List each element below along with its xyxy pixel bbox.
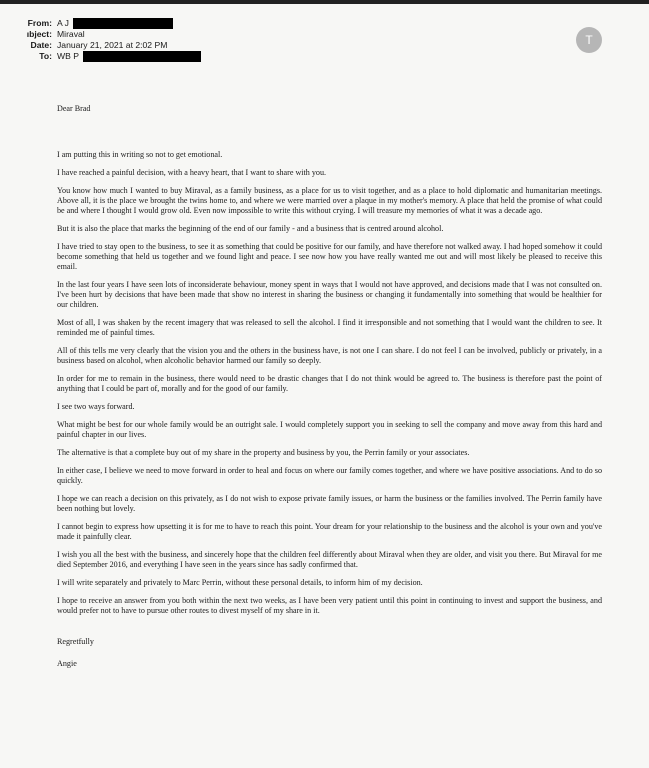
letter-paragraph: You know how much I wanted to buy Miraval, as a family business, as a place for us to visit together, and as a place to hold diplomatic and humanitarian meetings. Above all, it is the place we brought the twins home to, and where we were married over a plaque in my mother's memory. A place that held the promise of what could be and where I thought I would grow old. Even now impossible to write this without crying. I will treasure my memories of what it was a decade ago. <box>57 186 602 215</box>
date-value: January 21, 2021 at 2:02 PM <box>57 40 168 50</box>
letter-paragraph: In order for me to remain in the business, there would need to be drastic changes that I do not think would be agreed to. The business is therefore past the point of anything that I could be part of, morally and for the good of our family. <box>57 374 602 393</box>
letter-paragraph: All of this tells me very clearly that the vision you and the others in the business have, is not one I can share. I do not feel I can be involved, publicly or privately, in a business based on alcohol, when alcoholic behavior harmed our family so deeply. <box>57 346 602 365</box>
letter-paragraph: I see two ways forward. <box>57 402 135 411</box>
letter-paragraph: Most of all, I was shaken by the recent imagery that was released to sell the alcohol. I find it irresponsible and not something that I would want the children to see. It reminded me of painful times. <box>57 318 602 337</box>
to-label: To: <box>39 51 52 61</box>
letter-paragraph: I have tried to stay open to the business, to see it as something that could be positive for our family, and have therefore not walked away. I had hoped somehow it could become something that held us together and we found light and peace. I see now how you have really wanted me out and will most likely be pleased to receive this email. <box>57 242 602 271</box>
avatar-initial: T <box>585 33 593 47</box>
from-value: A J <box>57 18 69 28</box>
from-label: From: <box>27 18 52 28</box>
letter-body <box>57 104 602 669</box>
top-border <box>0 0 649 4</box>
letter-paragraph: I will write separately and privately to Marc Perrin, without these personal details, to inform him of my decision. <box>57 578 423 587</box>
closing: Regretfully <box>57 637 94 646</box>
letter-paragraph: I hope we can reach a decision on this privately, as I do not wish to expose private family issues, or harm the business or the families involved. The Perrin family have been nothing but lovely. <box>57 494 602 513</box>
subject-label: ıbject: <box>26 29 52 39</box>
redaction-bar <box>83 51 201 62</box>
letter-paragraph: I wish you all the best with the business, and sincerely hope that the children feel differently about Miraval when they are older, and visit you there. But Miraval for me died September 2016, and everything I have seen in the years since has sadly confirmed that. <box>57 550 602 569</box>
from-row <box>0 18 360 29</box>
avatar[interactable] <box>576 27 602 53</box>
letter-paragraph: What might be best for our whole family would be an outright sale. I would completely support you in seeking to sell the company and move away from this hard and painful chapter in our lives. <box>57 420 602 439</box>
date-label: Date: <box>30 40 52 50</box>
to-row <box>0 51 360 62</box>
letter-paragraph: In either case, I believe we need to move forward in order to heal and focus on where our family comes together, and where we have positive associations. And to do so quickly. <box>57 466 602 485</box>
letter-paragraph: I am putting this in writing so not to get emotional. <box>57 150 223 159</box>
subject-row <box>0 29 360 40</box>
letter-paragraph: In the last four years I have seen lots of inconsiderate behaviour, money spent in ways that I would not have approved, and decisions made that I was not consulted on. I've been hurt by decisions that have been made that show no interest in sharing the business or changing it fundamentally into something that would be healthier for our children. <box>57 280 602 309</box>
greeting: Dear Brad <box>57 104 91 113</box>
letter-paragraph: I hope to receive an answer from you both within the next two weeks, as I have been very patient until this point in continuing to invest and support the business, and would prefer not to have to pursue other routes to divest myself of my share in it. <box>57 596 602 615</box>
subject-value: Miraval <box>57 29 85 39</box>
redaction-bar <box>73 18 173 29</box>
letter-paragraph: The alternative is that a complete buy out of my share in the property and business by you, the Perrin family or your associates. <box>57 448 470 457</box>
letter-paragraphs <box>57 150 602 616</box>
letter-paragraph: But it is also the place that marks the beginning of the end of our family - and a business that is centred around alcohol. <box>57 224 444 233</box>
letter-paragraph: I have reached a painful decision, with a heavy heart, that I want to share with you. <box>57 168 327 177</box>
date-row <box>0 40 360 51</box>
to-value: WB P <box>57 51 79 61</box>
email-header <box>0 18 360 62</box>
letter-paragraph: I cannot begin to express how upsetting it is for me to have to reach this point. Your dream for your relationship to the business and the alcohol is your own and you've made it painfully clear. <box>57 522 602 541</box>
signature: Angie <box>57 659 77 668</box>
